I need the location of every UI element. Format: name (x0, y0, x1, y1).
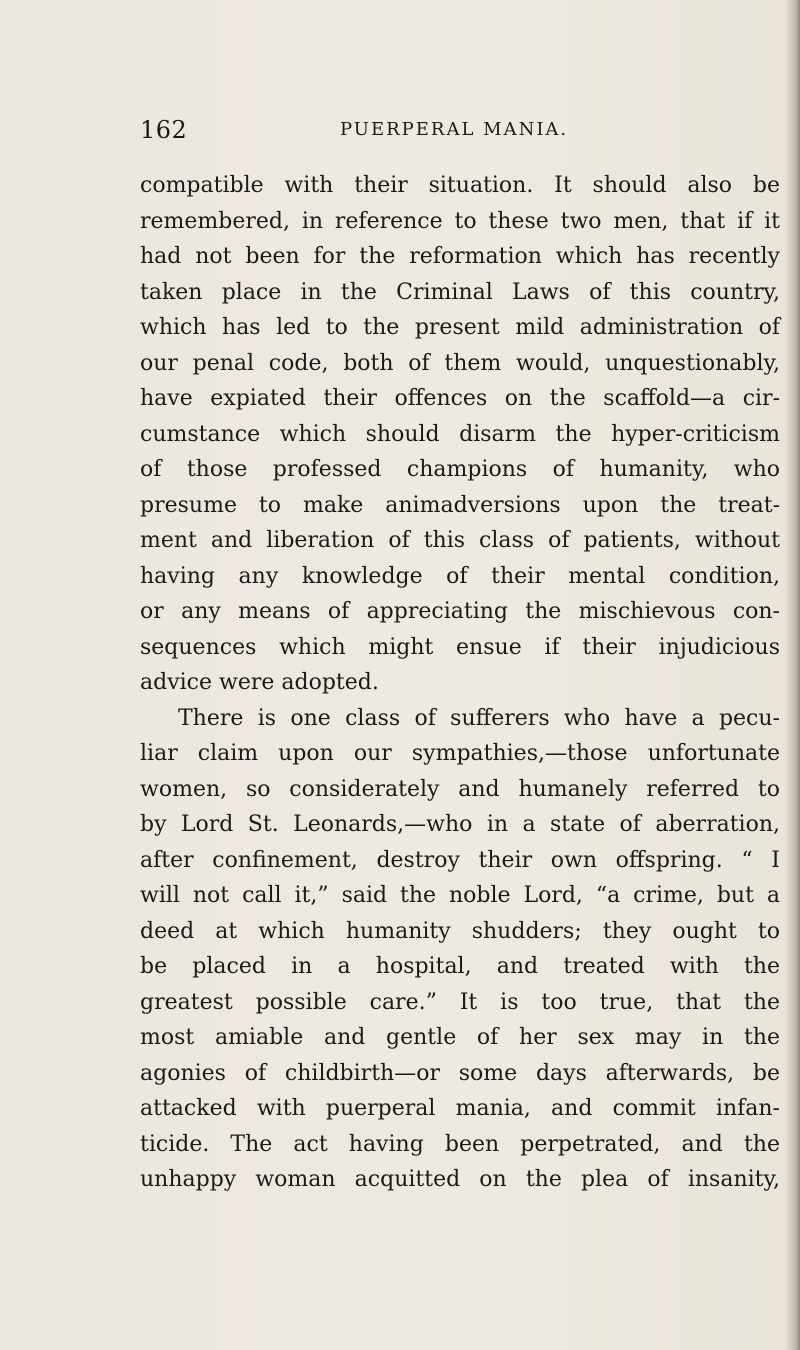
text-line: ticide. The act having been perpetrated, and the (140, 1131, 780, 1157)
text-line: by Lord St. Leonards,—who in a state of aberration, (140, 812, 780, 837)
text-line: after confinement, destroy their own offspring. “ I (140, 847, 780, 873)
text-line: There is one class of sufferers who have a pecu- (178, 705, 780, 731)
text-line: deed at which humanity shudders; they ought to (140, 918, 780, 944)
text-line: had not been for the reformation which has recently (140, 244, 780, 269)
text-line: liar claim upon our sympathies,—those unfortunate (140, 741, 780, 766)
text-line: compatible with their situation. It should also be (140, 173, 780, 198)
text-line: agonies of childbirth—or some days afterwards, be (140, 1060, 780, 1086)
text-line: have expiated their offences on the scaffold—a cir- (140, 386, 780, 411)
text-line: greatest possible care.” It is too true, that the (140, 989, 780, 1015)
page-header (140, 116, 780, 148)
text-line: be placed in a hospital, and treated with the (140, 954, 780, 979)
page-number: 162 (140, 116, 188, 144)
text-line: having any knowledge of their mental condition, (140, 563, 780, 589)
text-line: our penal code, both of them would, unquestionably, (140, 350, 780, 376)
paragraph (140, 168, 780, 701)
text-line: advice were adopted. (140, 670, 379, 695)
text-line: will not call it,” said the noble Lord, “a crime, but a (140, 883, 780, 908)
body-text (140, 168, 780, 1198)
text-line: or any means of appreciating the mischievous con- (140, 599, 780, 624)
page-edge-shadow (786, 0, 800, 1350)
text-line: attacked with puerperal mania, and commit infan- (140, 1096, 780, 1121)
text-line: remembered, in reference to these two men, that if it (140, 208, 780, 234)
text-line: taken place in the Criminal Laws of this country, (140, 279, 780, 305)
text-line: of those professed champions of humanity, who (140, 457, 780, 482)
text-line: presume to make animadversions upon the treat- (140, 492, 780, 518)
paragraph (140, 701, 780, 1198)
text-line: women, so considerately and humanely referred to (140, 776, 780, 802)
text-line: which has led to the present mild administration of (140, 315, 780, 340)
text-line: most amiable and gentle of her sex may in the (140, 1025, 780, 1050)
text-line: cumstance which should disarm the hyper-criticism (140, 421, 780, 447)
text-line: ment and liberation of this class of patients, without (140, 528, 780, 553)
text-line: sequences which might ensue if their injudicious (140, 634, 780, 660)
running-head: PUERPERAL MANIA. (340, 119, 569, 140)
text-line: unhappy woman acquitted on the plea of insanity, (140, 1167, 780, 1192)
